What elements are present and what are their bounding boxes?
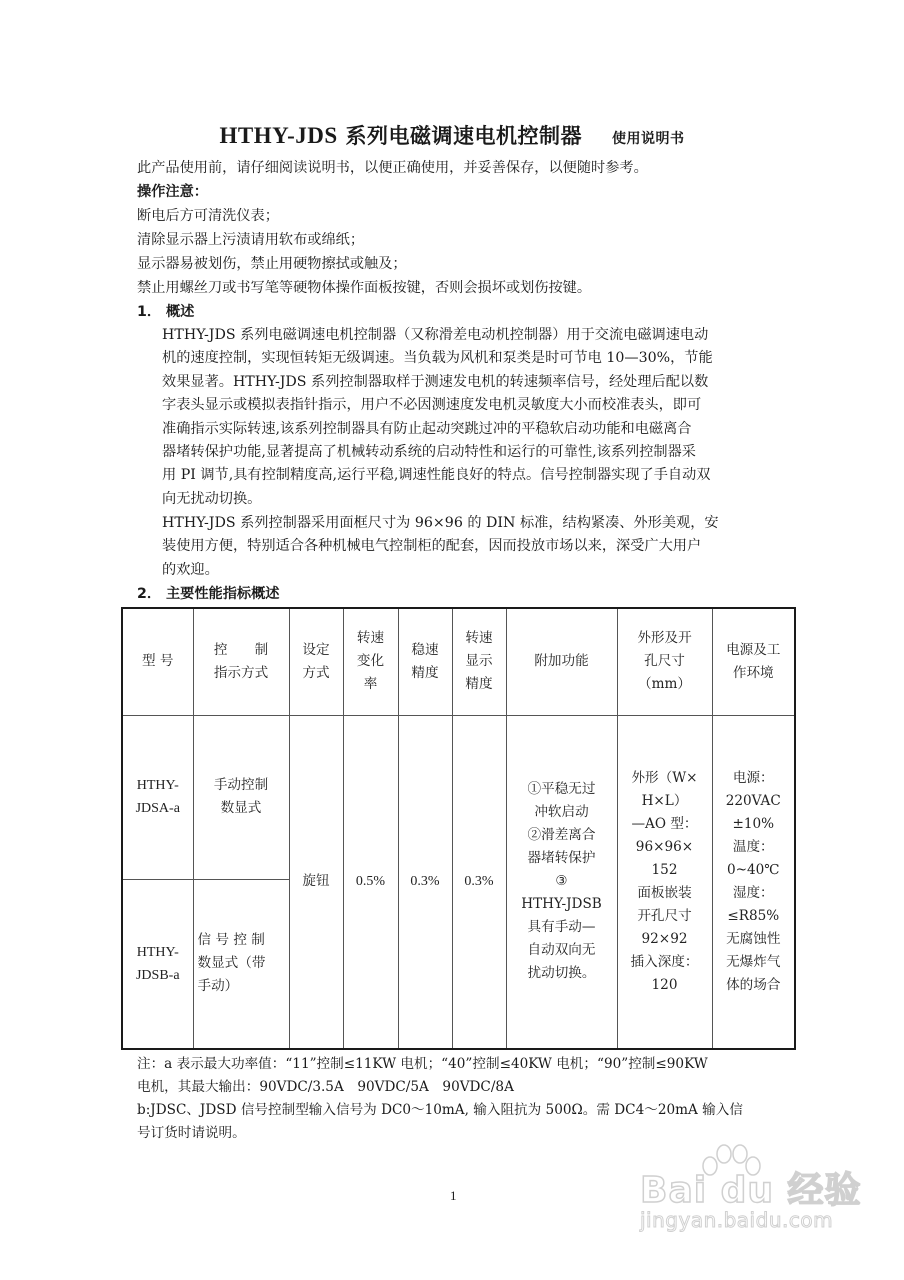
header-cell-display-precision: 转速 显示 精度 bbox=[452, 608, 506, 715]
header-cell-power-env: 电源及工 作环境 bbox=[712, 608, 795, 715]
control-cell: 信 号 控 制 数显式（带 手动） bbox=[193, 879, 289, 1049]
paragraph-line: 字表头显示或模拟表指针指示，用户不必因测速度发电机灵敏度大小而校准表头，即可 bbox=[162, 397, 702, 414]
baidu-watermark bbox=[640, 1150, 870, 1240]
caution-item: 清除显示器上污渍请用软布或绵纸； bbox=[137, 232, 365, 248]
intro-text: 此产品使用前，请仔细阅读说明书，以便正确使用，并妥善保存，以便随时参考。 bbox=[137, 160, 648, 176]
model-cell: HTHY- JDSB-a bbox=[122, 879, 193, 1049]
table-row bbox=[122, 715, 795, 879]
cautions-heading: 操作注意： bbox=[137, 184, 208, 200]
stability-cell: 0.3% bbox=[398, 715, 452, 1049]
paragraph-line: HTHY-JDS 系列控制器采用面框尺寸为 96×96 的 DIN 标准，结构紧凑、外形美观，安 bbox=[162, 515, 719, 531]
caution-item: 禁止用螺丝刀或书写笔等硬物体操作面板按键，否则会损坏或划伤按键。 bbox=[137, 280, 592, 296]
page-number: 1 bbox=[450, 1188, 457, 1203]
power-env-cell: 电源： 220VAC ±10% 温度： 0~40℃ 湿度： ≤R85% 无腐蚀性 无爆炸气 体的场合 bbox=[712, 715, 795, 1049]
header-cell-stability: 稳速 精度 bbox=[398, 608, 452, 715]
header-cell-dimensions: 外形及开 孔尺寸 （mm） bbox=[617, 608, 712, 715]
section1-heading: 1． 概述 bbox=[137, 304, 195, 320]
section1-paragraph-1 bbox=[162, 324, 794, 511]
paragraph-line: 准确指示实际转速,该系列控制器具有防止起动突跳过冲的平稳软启动功能和电磁离合 bbox=[162, 420, 692, 437]
header-cell-setting: 设定 方式 bbox=[289, 608, 343, 715]
extra-functions-cell: ①平稳无过 冲软启动 ②滑差离合 器堵转保护 ③ HTHY-JDSB 具有手动— 自动双向无 扰动切换。 bbox=[506, 715, 617, 1049]
display-precision-cell: 0.3% bbox=[452, 715, 506, 1049]
watermark-brand: Bai du 经验 bbox=[640, 1170, 862, 1211]
header-cell-extra-functions: 附加功能 bbox=[506, 608, 617, 715]
paragraph-line: 装使用方便，特别适合各种机械电气控制柜的配套，因而投放市场以来，深受广大用户 bbox=[162, 538, 702, 555]
control-cell: 手动控制 数显式 bbox=[193, 715, 289, 879]
header-cell-control: 控 制 指示方式 bbox=[193, 608, 289, 715]
note-line: 号订货时请说明。 bbox=[137, 1125, 246, 1141]
header-cell-model: 型 号 bbox=[122, 608, 193, 715]
paragraph-line: HTHY-JDS 系列电磁调速电机控制器（又称滑差电动机控制器）用于交流电磁调速电动 bbox=[162, 327, 709, 343]
table-header-row bbox=[122, 608, 795, 715]
watermark-url: jingyan.baidu.com bbox=[640, 1208, 834, 1232]
model-cell: HTHY- JDSA-a bbox=[122, 715, 193, 879]
note-line: b:JDSC、JDSD 信号控制型输入信号为 DC0～10mA, 输入阻抗为 500Ω。需 DC4～20mA 输入信 bbox=[137, 1102, 743, 1118]
paragraph-line: 的欢迎。 bbox=[162, 561, 219, 578]
paragraph-line: 用 PI 调节,具有控制精度高,运行平稳,调速性能良好的特点。信号控制器实现了手自动双 bbox=[162, 467, 711, 484]
title-latin: HTHY-JDS bbox=[219, 123, 338, 148]
paragraph-line: 器堵转保护功能,显著提高了机械转动系统的启动特性和运行的可靠性,该系列控制器采 bbox=[162, 444, 696, 461]
caution-item: 显示器易被划伤，禁止用硬物擦拭或触及； bbox=[137, 256, 407, 272]
section2-heading: 2． 主要性能指标概述 bbox=[137, 586, 280, 602]
speed-change-cell: 0.5% bbox=[343, 715, 398, 1049]
caution-item: 断电后方可清洗仪表； bbox=[137, 208, 279, 224]
header-cell-speed-change: 转速 变化 率 bbox=[343, 608, 398, 715]
spec-table bbox=[121, 607, 796, 1050]
paragraph-line: 机的速度控制，实现恒转矩无级调速。当负载为风机和泵类是时可节电 10—30%，节能 bbox=[162, 350, 713, 367]
document-subtitle: 使用说明书 bbox=[612, 131, 685, 147]
title-chinese: 系列电磁调速电机控制器 bbox=[337, 123, 582, 148]
paragraph-line: 向无扰动切换。 bbox=[162, 490, 262, 507]
document-title bbox=[0, 120, 904, 150]
note-line: 电机，其最大输出：90VDC/3.5A 90VDC/5A 90VDC/8A bbox=[137, 1079, 514, 1095]
dimensions-cell: 外形（W× H×L） —AO 型： 96×96× 152 面板嵌装 开孔尺寸 92×92 插入深度： 120 bbox=[617, 715, 712, 1049]
paragraph-line: 效果显著。HTHY-JDS 系列控制器取样于测速发电机的转速频率信号，经处理后配以数 bbox=[162, 373, 709, 390]
section1-paragraph-2 bbox=[162, 512, 794, 582]
note-line: 注：a 表示最大功率值：“11”控制≤11KW 电机；“40”控制≤40KW 电机；“90”控制≤90KW bbox=[137, 1056, 708, 1072]
setting-cell: 旋钮 bbox=[289, 715, 343, 1049]
